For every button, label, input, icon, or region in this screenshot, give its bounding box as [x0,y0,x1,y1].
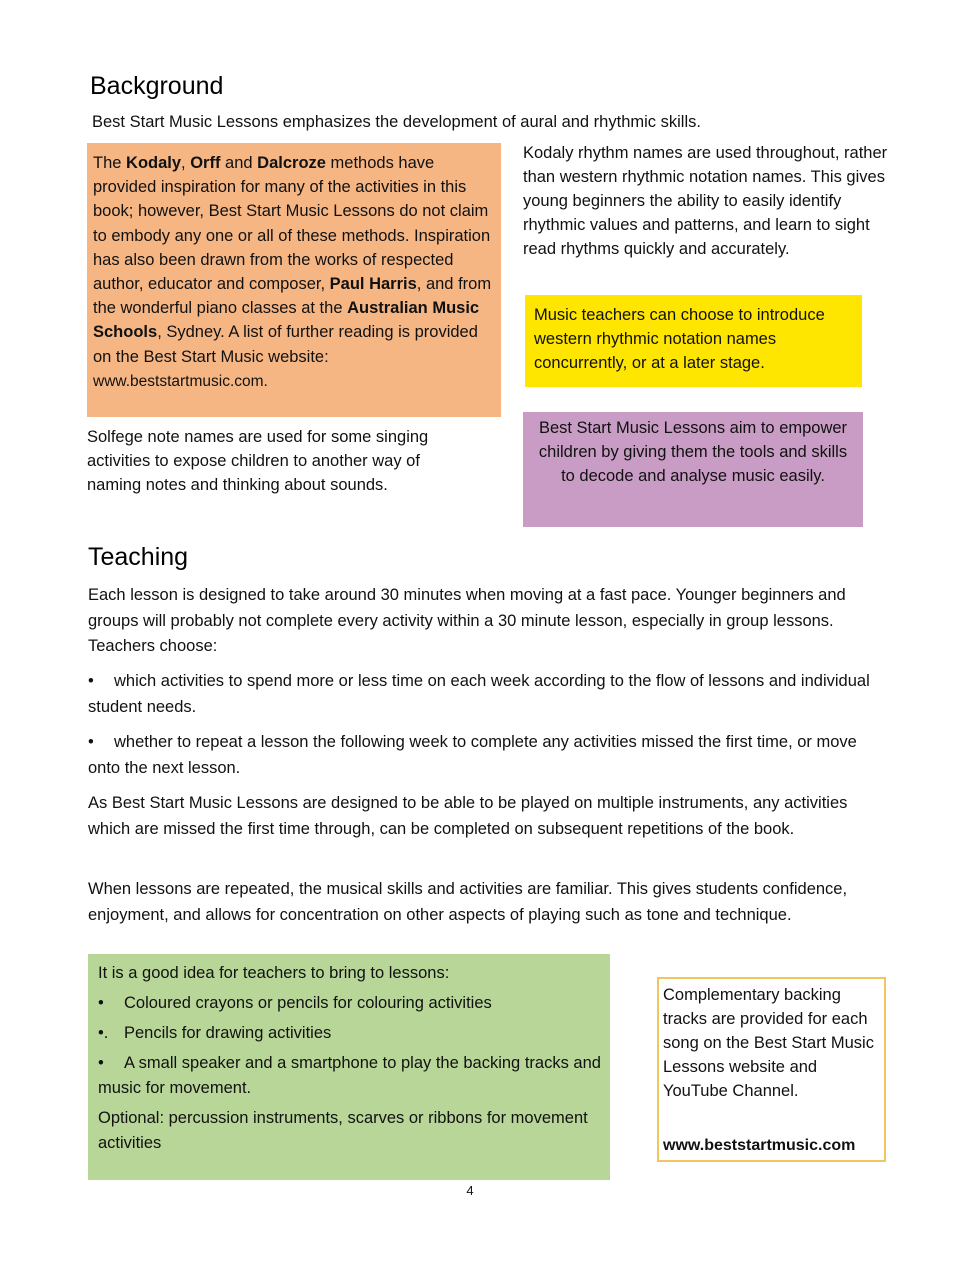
backing-tracks-text: Complementary backing tracks are provided for each song on the Best Start Music Lessons website and YouTube Channel. [663,986,874,1100]
teaching-paragraph-2: As Best Start Music Lessons are designed to be able to be played on multiple instruments, any activities which are missed the first time through, can be completed on subsequent repetitions of the book. [88,794,848,838]
green-callout-optional: Optional: percussion instruments, scarves or ribbons for movement activities [98,1109,588,1152]
purple-callout [523,412,863,527]
teaching-paragraph-1: Each lesson is designed to take around 30 minutes when moving at a fast pace. Younger beginners and groups will probably not complete every activity within a 30 minute lesson, especially in group lessons. Teachers choose: [88,586,846,655]
orange-callout-text: The Kodaly, Orff and Dalcroze methods have provided inspiration for many of the activities in this book; however, Best Start Music Lessons do not claim to embody any one or all of these methods. Inspiration has also been drawn from the works of respected author, educator and composer, Paul Harris, and from the wonderful piano classes at the Australian Music Schools, Sydney. A list of further reading is provided on the Best Start Music website: www.beststartmusic.com. [93,154,492,390]
page-number: 4 [466,1183,474,1198]
backing-tracks-website-link[interactable]: www.beststartmusic.com [663,1137,856,1154]
website-link[interactable]: www.beststartmusic.com. [93,372,268,390]
list-item: • which activities to spend more or less time on each week according to the flow of lessons and individual student needs. [88,672,870,716]
purple-callout-text: Best Start Music Lessons aim to empower children by giving them the tools and skills to decode and analyse music easily. [538,419,848,485]
dalcroze-term: Dalcroze [257,154,326,172]
list-item: • A small speaker and a smartphone to play the backing tracks and music for movement. [98,1054,601,1097]
backing-tracks-callout [657,977,886,1162]
background-heading: Background [90,72,224,100]
teaching-bullet-list [88,669,888,781]
teaching-paragraph-3: When lessons are repeated, the musical skills and activities are familiar. This gives students confidence, enjoyment, and allows for concentration on other aspects of playing such as tone and technique. [88,880,848,924]
kodaly-term: Kodaly [126,154,182,172]
list-item: •. Pencils for drawing activities [98,1024,332,1042]
australian-music-schools-term: Australian Music Schools [93,299,480,342]
green-callout [88,954,610,1180]
yellow-callout [525,295,862,387]
teaching-heading: Teaching [88,543,189,571]
yellow-callout-text: Music teachers can choose to introduce western rhythmic notation names concurrently, or at a later stage. [534,306,825,372]
solfege-text: Solfege note names are used for some singing activities to expose children to another way of naming notes and thinking about sounds. [87,428,429,494]
list-item: • whether to repeat a lesson the following week to complete any activities missed the first time, or move onto the next lesson. [88,733,857,777]
orff-term: Orff [190,154,221,172]
list-item: • Coloured crayons or pencils for colouring activities [98,994,492,1012]
background-intro: Best Start Music Lessons emphasizes the development of aural and rhythmic skills. [92,113,701,131]
kodaly-rhythm-text: Kodaly rhythm names are used throughout, rather than western rhythmic notation names. This gives young beginners the ability to easily identify rhythmic values and patterns, and learn to sight read rhythms quickly and accurately. [523,144,888,258]
green-callout-intro: It is a good idea for teachers to bring to lessons: [98,964,450,982]
orange-callout [87,143,501,417]
paul-harris-term: Paul Harris [329,275,417,294]
